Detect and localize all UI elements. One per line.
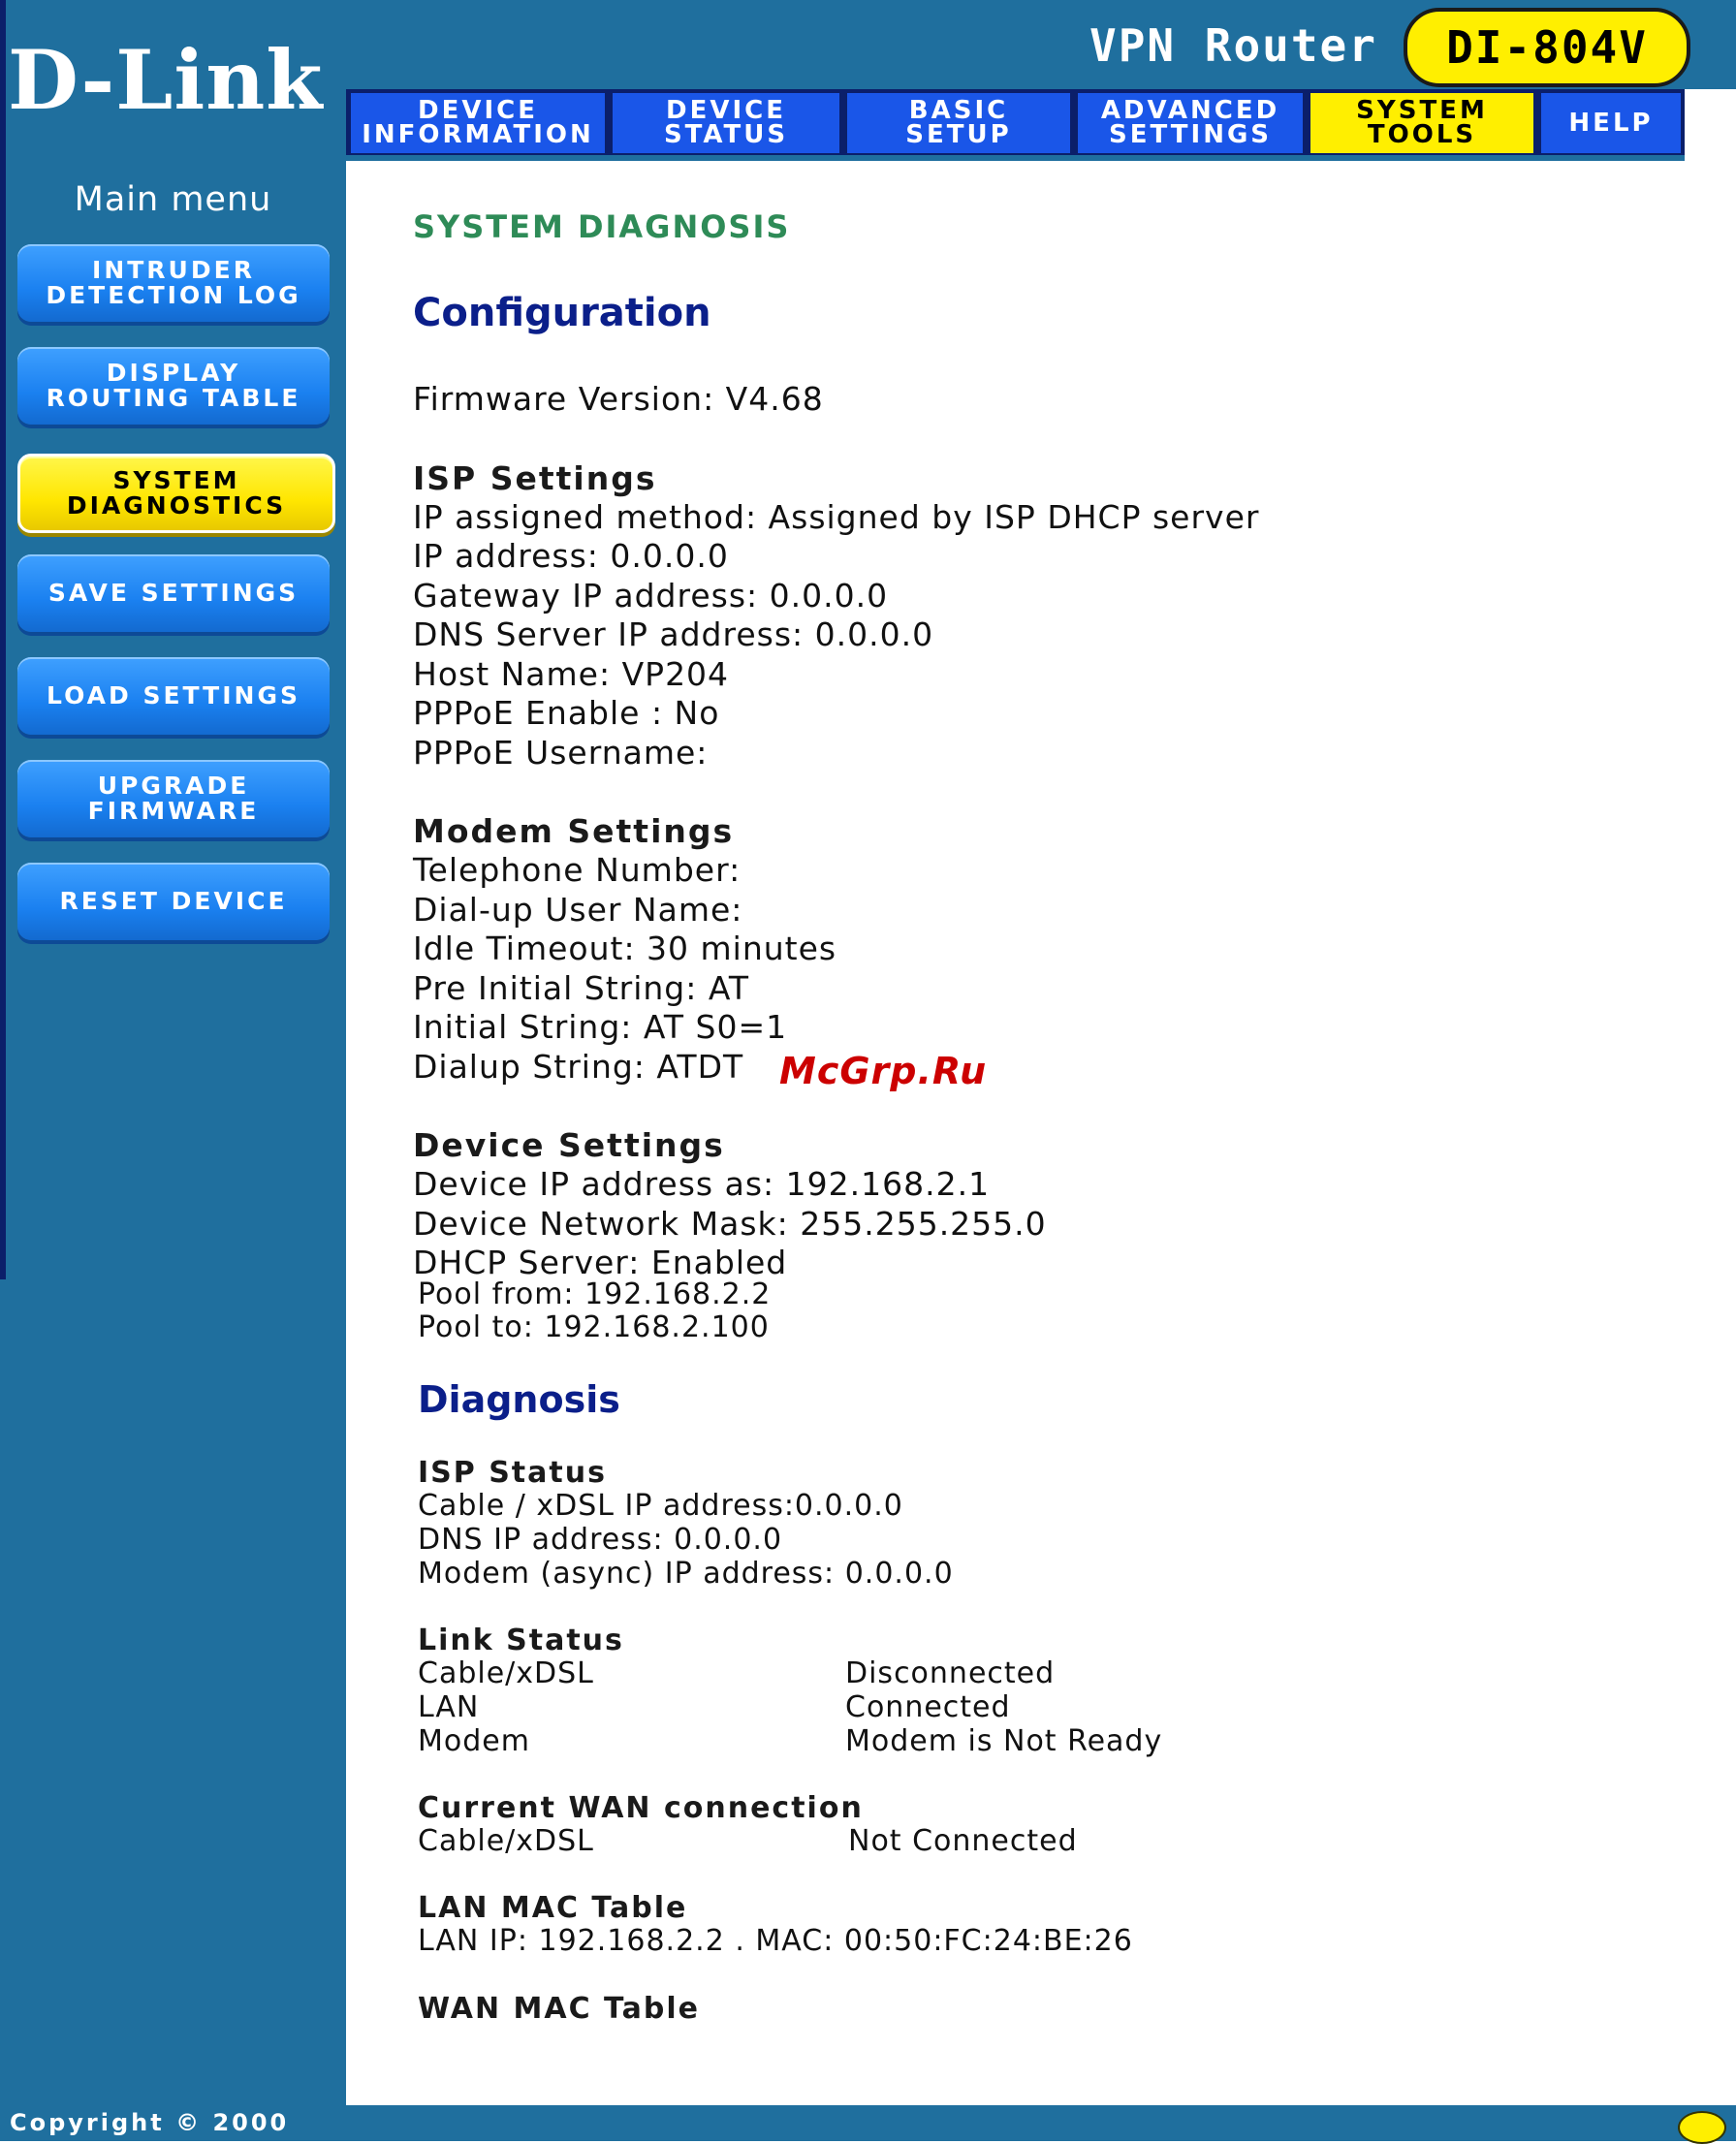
sidebar-item-intruder-detection-log[interactable]: INTRUDER DETECTION LOG <box>17 244 330 322</box>
lan-mac-table-heading: LAN MAC Table <box>418 1891 688 1925</box>
page-title: SYSTEM DIAGNOSIS <box>413 208 791 245</box>
modem-idle-timeout: Idle Timeout: 30 minutes <box>413 930 837 967</box>
link-status-name: Modem <box>418 1724 530 1758</box>
tab-help[interactable]: HELP <box>1541 93 1681 153</box>
dhcp-pool-from: Pool from: 192.168.2.2 <box>418 1277 772 1311</box>
wan-connection-value: Not Connected <box>848 1824 1078 1858</box>
main-menu-title: Main menu <box>74 180 272 219</box>
tab-device-information[interactable]: DEVICE INFORMATION <box>351 93 605 153</box>
tab-device-status[interactable]: DEVICE STATUS <box>613 93 839 153</box>
device-network-mask: Device Network Mask: 255.255.255.0 <box>413 1205 1047 1243</box>
isp-host-name: Host Name: VP204 <box>413 655 730 693</box>
device-ip-address: Device IP address as: 192.168.2.1 <box>413 1165 991 1203</box>
modem-initial-string: Initial String: AT S0=1 <box>413 1008 788 1046</box>
isp-pppoe-enable: PPPoE Enable : No <box>413 694 720 732</box>
firmware-version: Firmware Version: V4.68 <box>413 380 824 418</box>
modem-telephone-number: Telephone Number: <box>413 851 742 889</box>
sidebar-item-reset-device[interactable]: RESET DEVICE <box>17 863 330 940</box>
link-status-heading: Link Status <box>418 1624 624 1657</box>
link-status-value: Disconnected <box>845 1656 1056 1690</box>
isp-ip-address: IP address: 0.0.0.0 <box>413 537 729 575</box>
configuration-heading: Configuration <box>413 291 711 335</box>
product-title: VPN Router <box>1089 19 1377 72</box>
tab-advanced-settings[interactable]: ADVANCED SETTINGS <box>1078 93 1303 153</box>
wan-connection-name: Cable/xDSL <box>418 1824 594 1858</box>
device-settings-heading: Device Settings <box>413 1126 725 1164</box>
lan-mac-entry: LAN IP: 192.168.2.2 . MAC: 00:50:FC:24:BE:26 <box>418 1924 1133 1958</box>
tab-system-tools[interactable]: SYSTEM TOOLS <box>1310 93 1533 153</box>
watermark: McGrp.Ru <box>779 1050 988 1092</box>
isp-gateway-ip: Gateway IP address: 0.0.0.0 <box>413 577 889 615</box>
modem-settings-heading: Modem Settings <box>413 812 735 850</box>
isp-dns-server-ip: DNS Server IP address: 0.0.0.0 <box>413 615 934 653</box>
isp-status-modem-ip: Modem (async) IP address: 0.0.0.0 <box>418 1557 954 1591</box>
modem-dialup-string: Dialup String: ATDT <box>413 1048 744 1086</box>
diagnosis-heading: Diagnosis <box>418 1378 620 1421</box>
link-status-value: Connected <box>845 1690 1011 1724</box>
device-dhcp-server: DHCP Server: Enabled <box>413 1244 788 1281</box>
sidebar-item-display-routing-table[interactable]: DISPLAY ROUTING TABLE <box>17 347 330 425</box>
isp-status-heading: ISP Status <box>418 1456 607 1490</box>
copyright: Copyright © 2000 <box>10 2109 290 2136</box>
link-status-value: Modem is Not Ready <box>845 1724 1163 1758</box>
sidebar-item-system-diagnostics[interactable]: SYSTEM DIAGNOSTICS <box>17 454 335 533</box>
sidebar-item-upgrade-firmware[interactable]: UPGRADE FIRMWARE <box>17 760 330 837</box>
isp-pppoe-username: PPPoE Username: <box>413 734 709 772</box>
model-badge: DI-804V <box>1404 8 1690 87</box>
isp-ip-assigned-method: IP assigned method: Assigned by ISP DHCP server <box>413 498 1260 536</box>
dlink-logo[interactable]: D-Link <box>8 32 324 128</box>
modem-dialup-user-name: Dial-up User Name: <box>413 891 743 929</box>
link-status-name: LAN <box>418 1690 480 1724</box>
isp-settings-heading: ISP Settings <box>413 459 657 497</box>
link-status-name: Cable/xDSL <box>418 1656 594 1690</box>
modem-pre-initial-string: Pre Initial String: AT <box>413 969 750 1007</box>
dhcp-pool-to: Pool to: 192.168.2.100 <box>418 1310 770 1344</box>
isp-status-dns-ip: DNS IP address: 0.0.0.0 <box>418 1523 783 1557</box>
tab-basic-setup[interactable]: BASIC SETUP <box>847 93 1070 153</box>
sidebar-item-save-settings[interactable]: SAVE SETTINGS <box>17 554 330 632</box>
wan-mac-table-heading: WAN MAC Table <box>418 1992 700 2026</box>
isp-status-cable-xdsl-ip: Cable / xDSL IP address:0.0.0.0 <box>418 1489 903 1523</box>
status-dot-icon <box>1678 2111 1726 2144</box>
sidebar-item-load-settings[interactable]: LOAD SETTINGS <box>17 657 330 735</box>
current-wan-connection-heading: Current WAN connection <box>418 1791 864 1825</box>
